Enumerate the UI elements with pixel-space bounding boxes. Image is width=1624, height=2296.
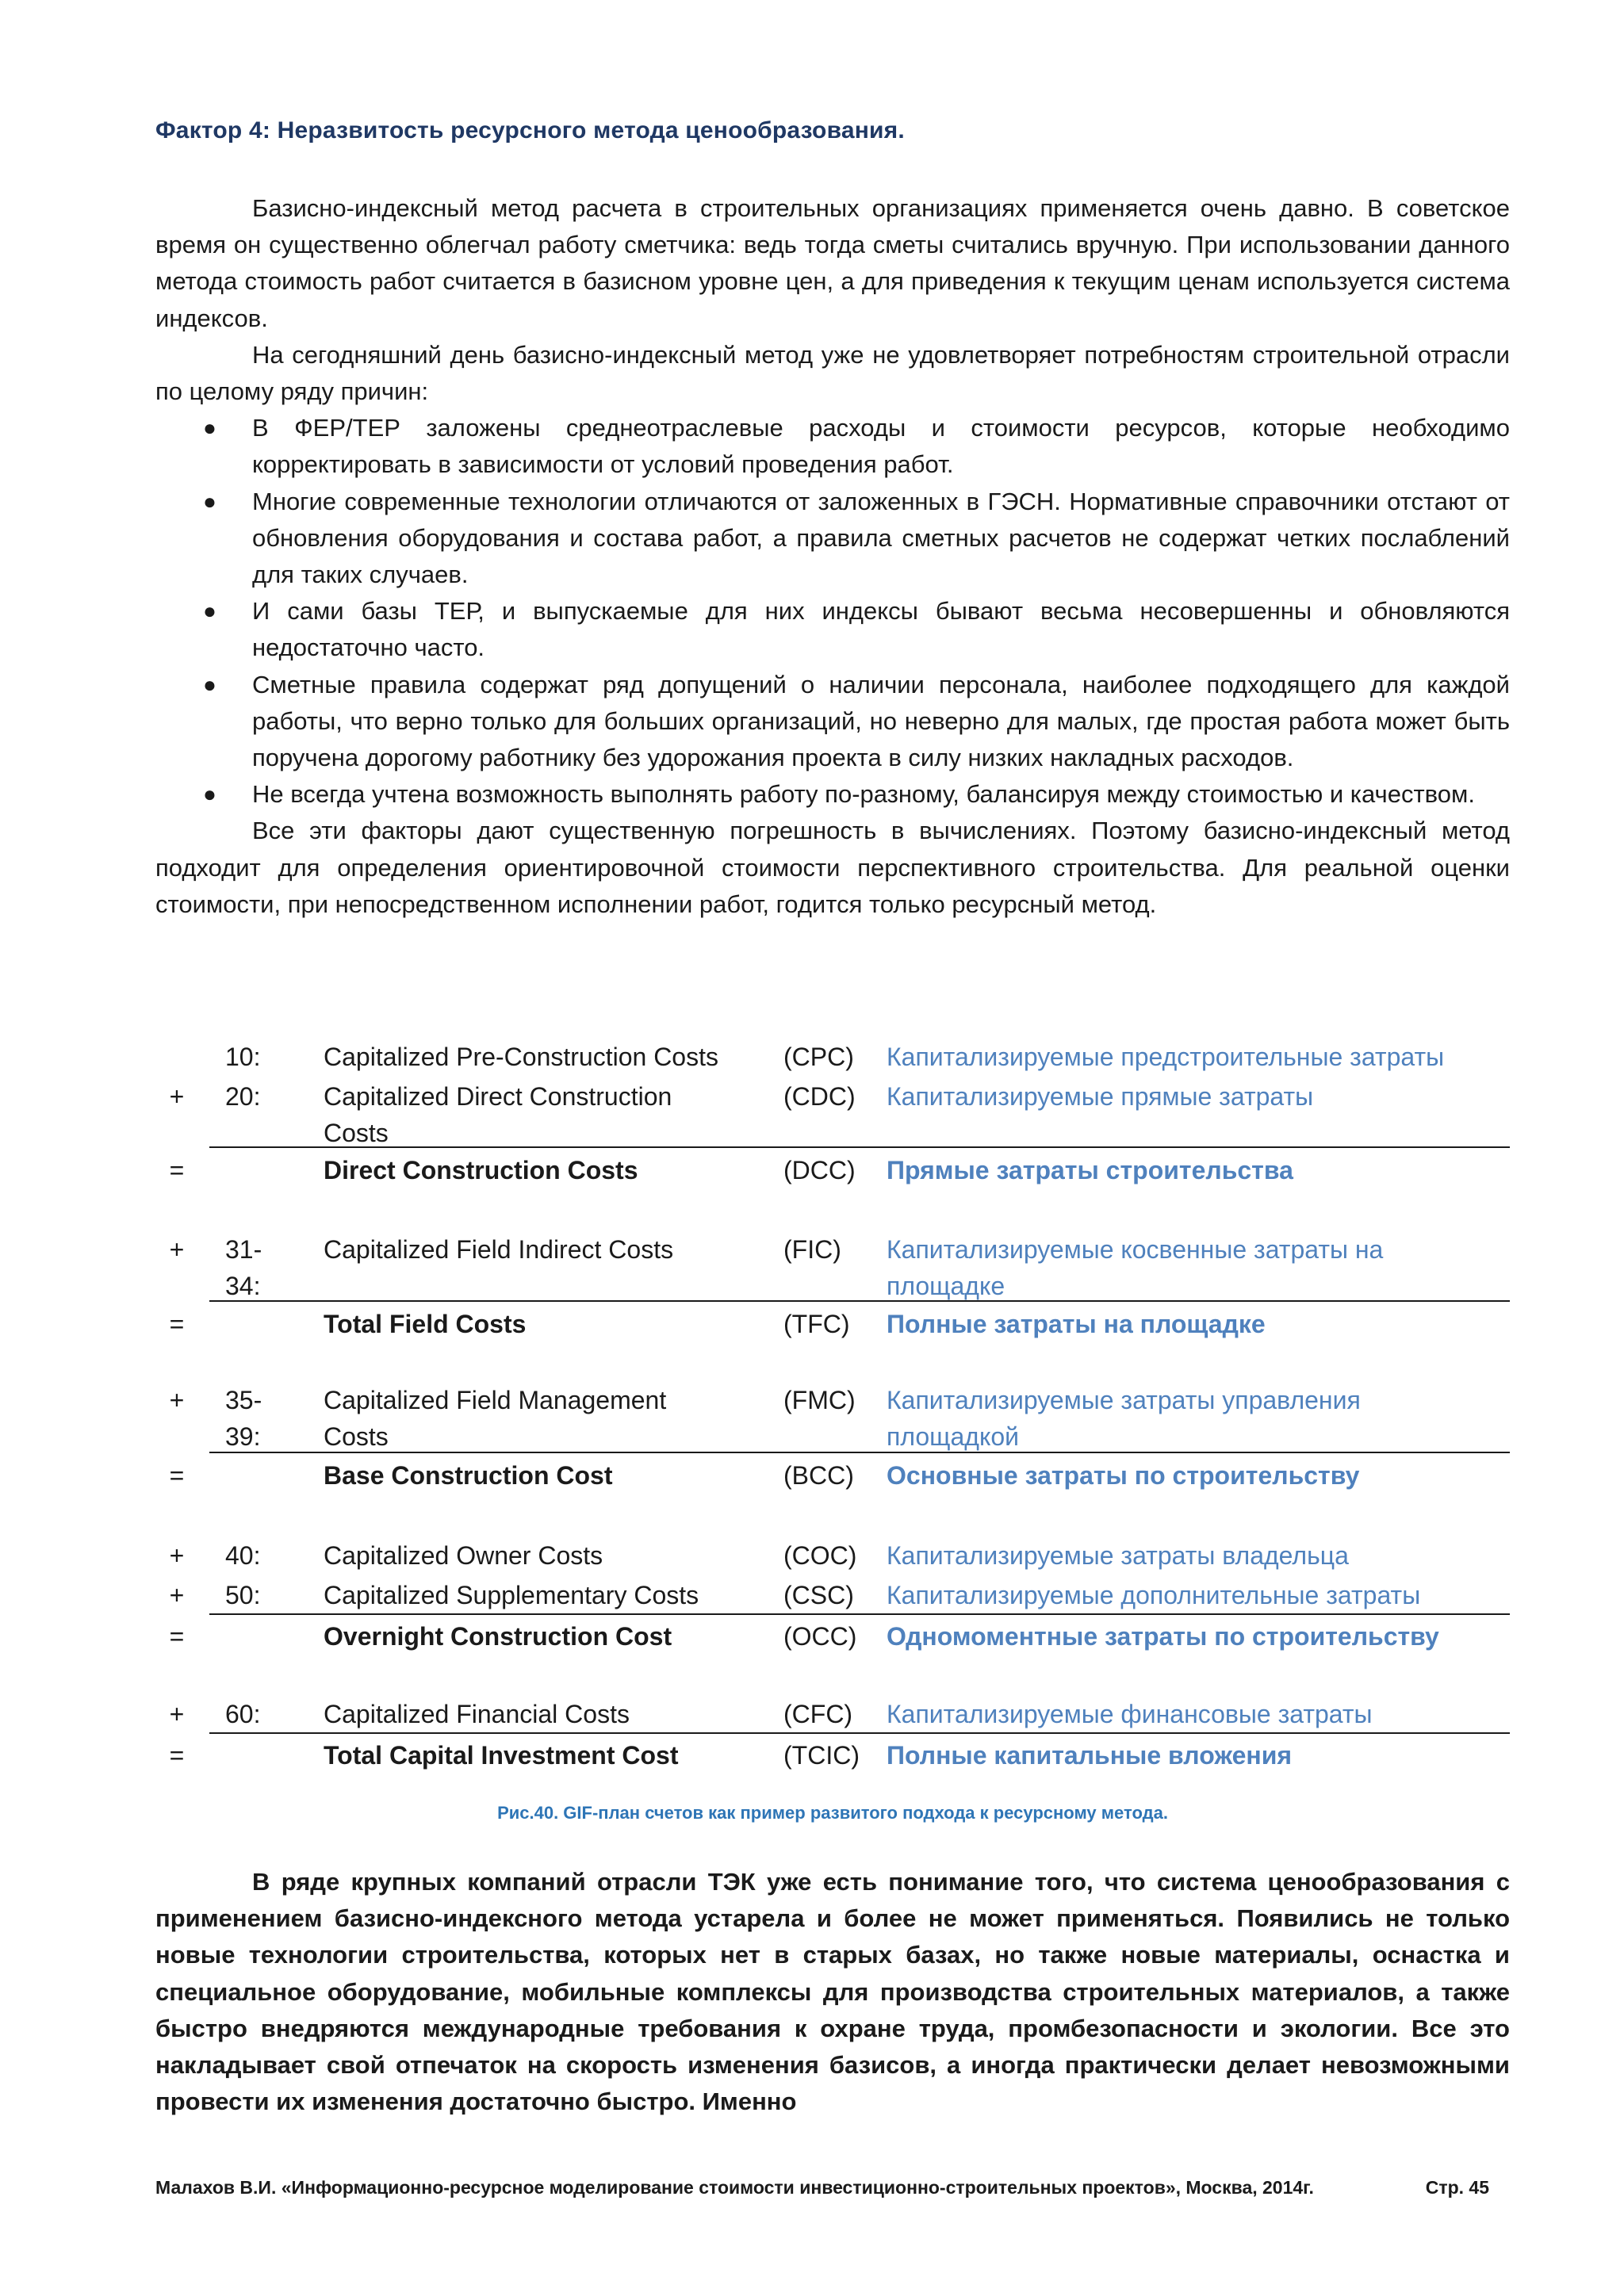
- cost-name-en: Capitalized Owner Costs: [324, 1541, 603, 1570]
- bold-paragraph: В ряде крупных компаний отрасли ТЭК уже есть понимание того, что система ценообразования с применением базисно-индексного метода устарела и более не может применяться. Появились не только новые технологии строительства, которых нет в старых базах, но также новые материалы, оснастка и специальное оборудование, мобильные комплексы для производства строительных материалов, а также быстро внедряются международные требования к охране труда, промбезопасности и экологии. Все это накладывает свой отпечаток на скорость изменения базисов, а иногда практически делает невозможными провести их изменения достаточно быстро. Именно: [155, 1868, 1510, 2116]
- bullet-icon: ●: [203, 488, 216, 514]
- cost-name-ru: Капитализируемые затраты владельца: [887, 1541, 1349, 1570]
- cost-abbr: (CPC): [783, 1043, 854, 1071]
- divider: [209, 1452, 1510, 1453]
- operator: =: [169, 1741, 185, 1770]
- cost-name-en: Capitalized Field Indirect Costs: [324, 1235, 674, 1264]
- operator: =: [169, 1310, 185, 1338]
- bullet-icon: ●: [203, 672, 216, 697]
- divider: [209, 1732, 1510, 1734]
- cost-name-en: Total Field Costs: [324, 1310, 527, 1338]
- operator: +: [169, 1235, 185, 1264]
- account-code: 40:: [225, 1541, 261, 1570]
- operator: =: [169, 1156, 185, 1184]
- cost-name-ru: Одномоментные затраты по строительству: [887, 1622, 1439, 1651]
- cost-name-ru: Прямые затраты строительства: [887, 1156, 1293, 1184]
- cost-abbr: (FIC): [783, 1235, 841, 1264]
- cost-abbr: (TCIC): [783, 1741, 860, 1770]
- cost-name-en: Base Construction Cost: [324, 1461, 613, 1490]
- list-item-text: Сметные правила содержат ряд допущений о наличии персонала, наиболее подходящего для каждой работы, что верно только для больших организаций, но неверно для малых, где простая работа может быть поручена дорогому работнику без удорожания проекта в силу низких накладных расходов.: [252, 670, 1510, 772]
- operator: +: [169, 1082, 185, 1111]
- bullet-icon: ●: [203, 782, 216, 807]
- page-footer: [155, 2177, 1489, 2198]
- cost-name-ru: Капитализируемые прямые затраты: [887, 1082, 1314, 1111]
- operator: =: [169, 1461, 185, 1490]
- cost-name-ru: Капитализируемые финансовые затраты: [887, 1700, 1373, 1728]
- section-heading: Фактор 4: Неразвитость ресурсного метода ценообразования.: [155, 117, 905, 144]
- bullet-icon: ●: [203, 599, 216, 624]
- list-item-text: И сами базы ТЕР, и выпускаемые для них индексы бывают весьма несовершенны и обновляются недостаточно часто.: [252, 597, 1510, 662]
- cost-name-en: Direct Construction Costs: [324, 1156, 638, 1184]
- cost-abbr: (TFC): [783, 1310, 850, 1338]
- list-item: [203, 593, 1510, 666]
- cost-name-ru: Капитализируемые дополнительные затраты: [887, 1581, 1421, 1609]
- bold-paragraph-block: [155, 1864, 1510, 2120]
- list-item: [203, 667, 1510, 777]
- paragraph-3: Все эти факторы дают существенную погрешность в вычислениях. Поэтому базисно-индексный метод подходит для определения ориентировочной стоимости перспективного строительства. Для реальной оценки стоимости, при непосредственном исполнении работ, годится только ресурсный метод.: [155, 817, 1510, 918]
- cost-name-ru: Капитализируемые косвенные затраты на площадке: [887, 1235, 1384, 1300]
- cost-name-en: Total Capital Investment Cost: [324, 1741, 679, 1770]
- cost-name-ru: Основные затраты по строительству: [887, 1461, 1360, 1490]
- reasons-list: [155, 410, 1510, 813]
- cost-name-en: Capitalized Financial Costs: [324, 1700, 630, 1728]
- list-item-text: Многие современные технологии отличаются от заложенных в ГЭСН. Нормативные справочники отстают от обновления оборудования и состава работ, а правила сметных расчетов не содержат четких послаблений для таких случаев.: [252, 487, 1510, 589]
- account-code: 60:: [225, 1700, 261, 1728]
- cost-abbr: (OCC): [783, 1622, 857, 1651]
- account-code: 31-34:: [225, 1235, 262, 1300]
- cost-name-en: Capitalized Field Management Costs: [324, 1386, 667, 1451]
- page-number: Стр. 45: [1425, 2177, 1489, 2198]
- bullet-icon: ●: [203, 415, 216, 441]
- operator: +: [169, 1386, 185, 1414]
- cost-abbr: (CSC): [783, 1581, 854, 1609]
- cost-abbr: (COC): [783, 1541, 857, 1570]
- operator: =: [169, 1622, 185, 1651]
- list-item-text: Не всегда учтена возможность выполнять работу по-разному, балансируя между стоимостью и качеством.: [252, 780, 1475, 809]
- cost-name-ru: Полные капитальные вложения: [887, 1741, 1293, 1770]
- cost-abbr: (CFC): [783, 1700, 853, 1728]
- cost-name-en: Capitalized Supplementary Costs: [324, 1581, 699, 1609]
- account-code: 35-39:: [225, 1386, 262, 1451]
- cost-name-en: Capitalized Pre-Construction Costs: [324, 1043, 718, 1071]
- cost-abbr: (CDC): [783, 1082, 856, 1111]
- paragraph-2: На сегодняшний день базисно-индексный метод уже не удовлетворяет потребностям строительной отрасли по целому ряду причин:: [155, 340, 1510, 406]
- cost-name-en: Overnight Construction Cost: [324, 1622, 672, 1651]
- divider: [209, 1300, 1510, 1302]
- operator: +: [169, 1541, 185, 1570]
- operator: +: [169, 1581, 185, 1609]
- paragraph-1: Базисно-индексный метод расчета в строительных организациях применяется очень давно. В советское время он существенно облегчал работу сметчика: ведь тогда сметы считались вручную. При использовании данного метода стоимость работ считается в базисном уровне цен, а для приведения к текущим ценам используется система индексов.: [155, 194, 1510, 332]
- list-item: [203, 410, 1510, 483]
- cost-abbr: (BCC): [783, 1461, 854, 1490]
- account-code: 50:: [225, 1581, 261, 1609]
- cost-name-en: Capitalized Direct Construction Costs: [324, 1082, 672, 1147]
- body-text: [155, 190, 1510, 923]
- cost-abbr: (FMC): [783, 1386, 856, 1414]
- list-item: [203, 484, 1510, 594]
- list-item: [203, 776, 1510, 813]
- account-code: 20:: [225, 1082, 261, 1111]
- footer-citation: Малахов В.И. «Информационно-ресурсное моделирование стоимости инвестиционно-строительных проектов», Москва, 2014г.: [155, 2177, 1314, 2198]
- divider: [209, 1146, 1510, 1148]
- divider: [209, 1613, 1510, 1615]
- figure-caption: Рис.40. GIF-план счетов как пример развитого подхода к ресурсному метода.: [497, 1803, 1168, 1823]
- cost-name-ru: Полные затраты на площадке: [887, 1310, 1266, 1338]
- cost-abbr: (DCC): [783, 1156, 856, 1184]
- account-code: 10:: [225, 1043, 261, 1071]
- cost-name-ru: Капитализируемые предстроительные затраты: [887, 1043, 1445, 1071]
- list-item-text: В ФЕР/ТЕР заложены среднеотраслевые расходы и стоимости ресурсов, которые необходимо корректировать в зависимости от условий проведения работ.: [252, 414, 1510, 479]
- operator: +: [169, 1700, 185, 1728]
- cost-name-ru: Капитализируемые затраты управления площадкой: [887, 1386, 1361, 1451]
